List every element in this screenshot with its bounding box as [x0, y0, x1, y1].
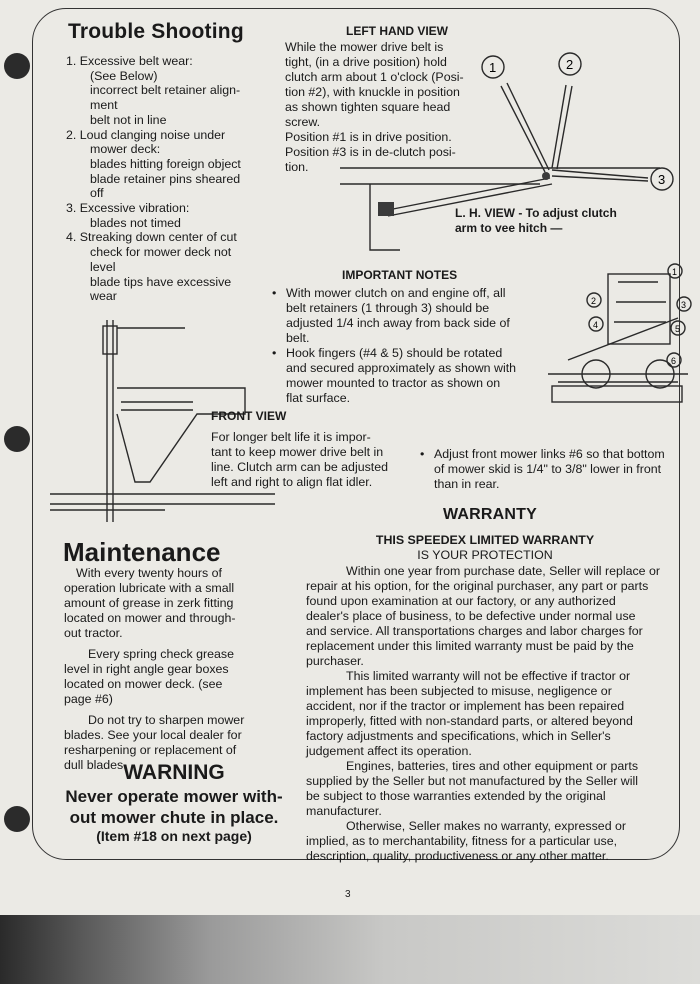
text-line: mower mounted to tractor as shown on: [286, 376, 501, 390]
text-line: blades. See your local dealer for: [64, 728, 242, 742]
text-line: resharpening or replacement of: [64, 743, 237, 757]
drive-shaft: [107, 320, 113, 522]
text-line: clutch arm about 1 o'clock (Posi-: [285, 70, 464, 84]
maintenance-title: Maintenance: [63, 537, 221, 567]
clutch-arm-position-2: [552, 85, 572, 169]
text-line: flat surface.: [286, 391, 351, 405]
text-line: out tractor.: [64, 626, 123, 640]
text-line: than in rear.: [434, 477, 500, 491]
trouble-item: 2. Loud clanging noise under mower deck: blades hitting foreign object blade retainer pins sheared off: [66, 127, 241, 201]
svg-text:1: 1: [489, 60, 497, 75]
adjust-links-note: • Adjust front mower links #6 so that bottom of mower skid is 1/4" to 3/8" lower in front than in rear.: [420, 447, 665, 491]
page-number: 3: [345, 889, 351, 900]
text-line: adjusted 1/4 inch away from back side of: [286, 316, 510, 330]
text-line: Adjust front mower links #6 so that bottom: [434, 447, 665, 461]
belt-line: [548, 318, 688, 382]
text-line: left and right to align flat idler.: [211, 475, 373, 489]
important-note: • With mower clutch on and engine off, all belt retainers (1 through 3) should be adjusted 1/4 inch away from back side of belt.: [272, 286, 510, 345]
text-line: and secured approximately as shown with: [286, 361, 517, 375]
text-line: belt.: [286, 331, 310, 345]
scan-shadow: [0, 915, 700, 984]
trouble-item: 4. Streaking down center of cut check for mower deck not level blade tips have excessive wear: [66, 230, 237, 304]
text-line: While the mower drive belt is: [285, 40, 444, 54]
important-note: • Hook fingers (#4 & 5) should be rotated and secured approximately as shown with mower mounted to tractor as shown on flat surface.: [272, 346, 517, 405]
front-view-text: [211, 430, 411, 490]
warning-title: WARNING: [123, 761, 225, 784]
left-hand-view-title: LEFT HAND VIEW: [346, 24, 448, 38]
text-line: amount of grease in zerk fitting: [64, 596, 234, 610]
warning-body: Never operate mower with- out mower chute in place. (Item #18 on next page): [65, 787, 283, 844]
important-notes-title: IMPORTANT NOTES: [342, 268, 458, 282]
binder-hole: [4, 426, 30, 452]
svg-text:3: 3: [658, 172, 666, 187]
warranty-text: Within one year from purchase date, Seller will replace or repair at his option, for the original purchaser, any part or parts found upon examination at our factory, or any authorized dealer's place of business, to be defective under normal use and service. All transportations charges and labor charges for replacement under this limited warranty must be paid by the purchaser. This limited warranty will not be effective if tractor or implement has been subjected to misuse, negligence or accident, nor if the tractor or implement has been repaired improperly, fitted with non-standard parts, or altered beyond factory adjustments and specifications, which in Seller's judgement affect its operation. Engines, batteries, tires and other equipment or parts supplied by the Seller but not manufactured by the Seller will be subject to those warranties extended by the original manufacturer. Otherwise, Seller makes no warranty, expressed or implied, as to merchantability, fitness for a particular use, description, quality, productiveness or any other matter.: [306, 564, 661, 863]
mower-deck-line: [50, 494, 275, 510]
vee-hitch: [378, 202, 394, 216]
clutch-arm-position-3: [552, 170, 648, 181]
text-line: as shown tighten square head: [285, 100, 451, 114]
trouble-item: 1. Excessive belt wear: (See Below) incorrect belt retainer align- ment belt not in line: [66, 54, 241, 127]
text-line: screw.: [285, 115, 321, 129]
binder-hole: [4, 53, 30, 79]
text-line: Position #3 is in de-clutch posi-: [285, 145, 456, 159]
text-line: located on mower and through-: [64, 611, 236, 625]
trouble-list: [66, 54, 276, 304]
text-line: page #6): [64, 692, 113, 706]
text-line: tant to keep mower drive belt in: [211, 445, 384, 459]
clutch-arm-position-1: [501, 83, 549, 172]
text-line: With mower clutch on and engine off, all: [286, 286, 506, 300]
trouble-item: 3. Excessive vibration: blades not timed: [66, 201, 190, 230]
svg-text:6: 6: [671, 356, 677, 366]
mower-mount-diagram: [548, 262, 688, 412]
text-line: tion #2), with knuckle in position: [285, 85, 460, 99]
text-line: Hook fingers (#4 & 5) should be rotated: [286, 346, 503, 360]
svg-text:2: 2: [566, 57, 574, 72]
svg-text:1: 1: [672, 267, 678, 277]
svg-text:4: 4: [593, 320, 599, 330]
important-notes: [272, 286, 537, 406]
trouble-shooting-title: Trouble Shooting: [68, 20, 244, 43]
maintenance-text: With every twenty hours of operation lubricate with a small amount of grease in zerk fitting located on mower and through- out tractor. Every spring check grease level in right angle gear boxes located on mower deck. (see page #6) Do not try to sharpen mower blades. See your local dealer for resharpening or replacement of dull blades.: [64, 566, 258, 773]
text-line: dull blades.: [64, 758, 127, 772]
text-line: belt retainers (1 through 3) should be: [286, 301, 490, 315]
binder-hole: [4, 806, 30, 832]
text-line: operation lubricate with a small: [64, 581, 235, 595]
text-line: For longer belt life it is impor-: [211, 430, 371, 444]
lh-view-caption: L. H. VIEW - To adjust clutch arm to vee hitch —: [455, 206, 617, 235]
svg-text:2: 2: [591, 296, 597, 306]
text-line: tight, (in a drive position) hold: [285, 55, 447, 69]
text-line: located on mower deck. (see: [64, 677, 223, 691]
text-line: line. Clutch arm can be adjusted: [211, 460, 389, 474]
text-line: level in right angle gear boxes: [64, 662, 229, 676]
text-line: Position #1 is in drive position.: [285, 130, 452, 144]
warranty-title: WARRANTY: [442, 506, 538, 523]
text-line: of mower skid is 1/4" to 3/8" lower in front: [434, 462, 662, 476]
warranty-subtitle: THIS SPEEDEX LIMITED WARRANTY IS YOUR PROTECTION: [375, 533, 595, 562]
front-view-title: FRONT VIEW: [211, 409, 287, 423]
svg-text:3: 3: [681, 300, 687, 310]
text-line: tion.: [285, 160, 309, 174]
svg-text:5: 5: [675, 324, 681, 334]
